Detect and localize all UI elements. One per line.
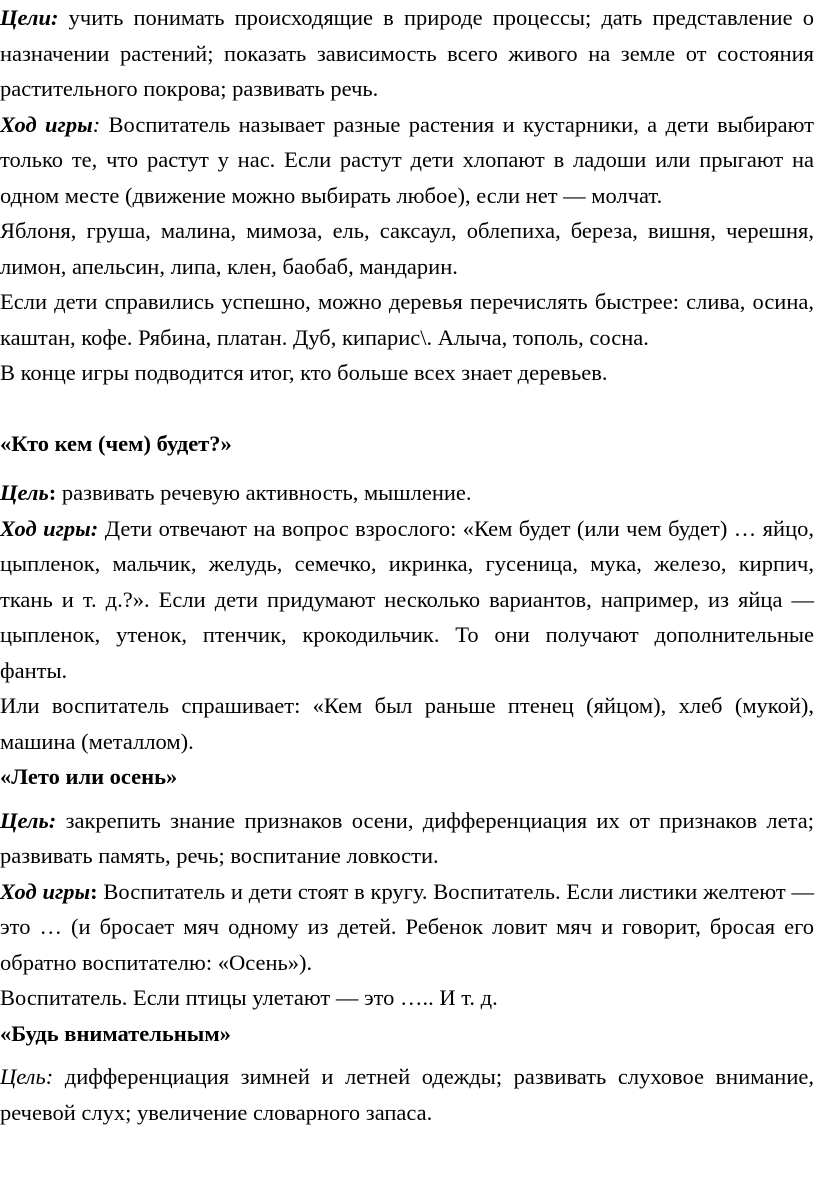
intro-fast-list-paragraph: Если дети справились успешно, можно деревья перечислять быстрее: слива, осина, каштан, кофе. Рябина, платан. Дуб, кипарис\. Алыча, тополь, сосна. xyxy=(0,289,814,350)
spacer xyxy=(0,391,814,426)
game3-goal-paragraph xyxy=(0,1059,814,1130)
course-label: Ход игры: xyxy=(0,515,99,541)
game2-extra-paragraph: Воспитатель. Если птицы улетают — это ….. И т. д. xyxy=(0,985,498,1010)
game1-title: «Кто кем (чем) будет?» xyxy=(0,430,232,456)
course-text: Воспитатель и дети стоят в кругу. Воспитатель. Если листики желтеют — это … (и бросает мяч одному из детей. Ребенок ловит мяч и говорит, бросая его обратно воспитателю: «Осень»). xyxy=(0,878,814,975)
game2-goal-paragraph xyxy=(0,803,814,874)
intro-summary-paragraph: В конце игры подводится итог, кто больше всех знает деревьев. xyxy=(0,360,608,385)
course-label: Ход игры xyxy=(0,878,91,904)
game1-goal-paragraph xyxy=(0,475,814,511)
game1-course-paragraph xyxy=(0,511,814,689)
game1-extra-paragraph: Или воспитатель спрашивает: «Кем был раньше птенец (яйцом), хлеб (мукой), машина (металлом). xyxy=(0,693,814,754)
course-text: Воспитатель называет разные растения и кустарники, а дети выбирают только те, что растут у нас. Если растут дети хлопают в ладоши или прыгают на одном месте (движение можно выбирать любое), если нет — молчат. xyxy=(0,111,814,208)
goal-text: развивать речевую активность, мышление. xyxy=(56,480,472,505)
goal-label: Цель: xyxy=(0,807,57,833)
course-colon: : xyxy=(92,111,101,137)
game3-title: «Будь внимательным» xyxy=(0,1020,231,1046)
goal-colon: : xyxy=(48,480,57,505)
spacer xyxy=(0,795,814,803)
course-text: Дети отвечают на вопрос взрослого: «Кем будет (или чем будет) … яйцо, цыпленок, мальчик, желудь, семечко, икринка, гусеница, мука, железо, кирпич, ткань и т. д.?». Если дети придумают несколько вариантов, например, из яйца — цыпленок, утенок, птенчик, крокодильчик. То они получают дополнительные фанты. xyxy=(0,515,814,683)
course-colon: : xyxy=(90,878,98,904)
goal-label: Цель: xyxy=(0,1064,54,1089)
intro-list-paragraph: Яблоня, груша, малина, мимоза, ель, саксаул, облепиха, береза, вишня, черешня, лимон, апельсин, липа, клен, баобаб, мандарин. xyxy=(0,218,814,279)
game2-course-paragraph xyxy=(0,874,814,981)
course-label: Ход игры xyxy=(0,111,93,137)
game2-title: «Лето или осень» xyxy=(0,764,178,789)
goal-label: Цели: xyxy=(0,5,59,30)
goal-label: Цель xyxy=(0,480,49,505)
goal-text: закрепить знание признаков осени, дифференциация их от признаков лета; развивать память, речь; воспитание ловкости. xyxy=(0,807,814,868)
goal-text: учить понимать происходящие в природе процессы; дать представление о назначении растений; показать зависимость всего живого на земле от состояния растительного покрова; развивать речь. xyxy=(0,5,814,101)
spacer xyxy=(0,461,814,475)
intro-goal-paragraph xyxy=(0,0,814,107)
intro-course-paragraph xyxy=(0,107,814,214)
goal-text: дифференциация зимней и летней одежды; развивать слуховое внимание, речевой слух; увеличение словарного запаса. xyxy=(0,1064,814,1125)
spacer xyxy=(0,1051,814,1059)
